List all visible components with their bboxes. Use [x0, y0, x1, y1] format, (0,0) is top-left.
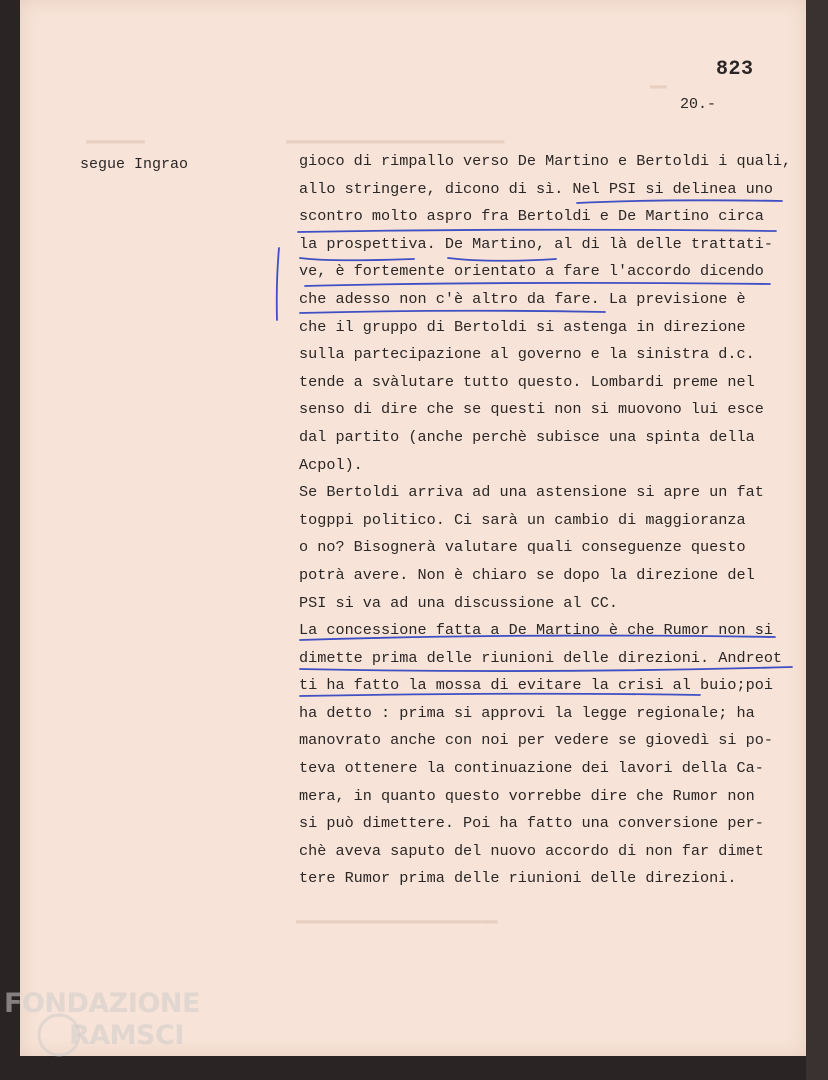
text-line: senso di dire che se questi non si muovono lui esce: [299, 400, 764, 419]
text-line: la prospettiva. De Martino, al di là delle trattati-: [299, 234, 773, 253]
svg-text:RAMSCI: RAMSCI: [69, 1020, 184, 1051]
text-line: che il gruppo di Bertoldi si astenga in direzione: [299, 317, 746, 336]
text-line: o no? Bisognerà valutare quali conseguenze questo: [299, 538, 746, 557]
text-line: dal partito (anche perchè subisce una spinta della: [299, 427, 755, 446]
text-line: tere Rumor prima delle riunioni delle direzioni.: [299, 869, 737, 888]
text-line: mera, in quanto questo vorrebbe dire che Rumor non: [299, 786, 755, 805]
text-line: PSI si va ad una discussione al CC.: [299, 593, 618, 612]
text-line: si può dimettere. Poi ha fatto una conversione per-: [299, 814, 764, 833]
text-line: manovrato anche con noi per vedere se giovedì si po-: [299, 731, 773, 750]
speaker-label: segue Ingrao: [80, 156, 189, 173]
text-line: chè aveva saputo del nuovo accordo di non far dimet: [299, 841, 764, 860]
text-line: scontro molto aspro fra Bertoldi e De Martino circa: [299, 207, 764, 226]
text-line: tende a svàlutare tutto questo. Lombardi preme nel: [299, 372, 755, 391]
transcript-body: [299, 148, 799, 893]
text-line: Acpol).: [299, 455, 363, 474]
text-line: potrà avere. Non è chiaro se dopo la direzione del: [299, 565, 755, 584]
text-line: ti ha fatto la mossa di evitare la crisi al buio;poi: [299, 676, 773, 695]
sheet-number: 20.-: [680, 96, 717, 113]
text-line: ve, è fortemente orientato a fare l'accordo dicendo: [299, 262, 764, 281]
text-line: La concessione fatta a De Martino è che Rumor non si: [299, 621, 773, 640]
scan-border: [806, 0, 828, 1080]
text-line: teva ottenere la continuazione dei lavori della Ca-: [299, 759, 764, 778]
text-line: che adesso non c'è altro da fare. La previsione è: [299, 289, 746, 308]
text-line: dimette prima delle riunioni delle direzioni. Andreot: [299, 648, 783, 667]
show-through-mark: ▬▬▬▬▬▬▬▬▬▬▬▬▬▬▬▬▬▬▬▬▬▬▬▬: [296, 913, 498, 929]
show-through-mark: ▬▬▬▬▬▬▬: [86, 133, 145, 149]
page-number: 823: [716, 58, 754, 81]
show-through-mark: ▬▬: [650, 78, 667, 94]
fondazione-gramsci-watermark: [2, 984, 222, 1064]
text-line: gioco di rimpallo verso De Martino e Bertoldi i quali,: [299, 152, 792, 170]
text-line: allo stringere, dicono di sì. Nel PSI si delinea uno: [299, 179, 773, 198]
text-line: sulla partecipazione al governo e la sinistra d.c.: [299, 345, 755, 364]
text-line: Se Bertoldi arriva ad una astensione si apre un fat: [299, 483, 764, 502]
text-line: togppi politico. Ci sarà un cambio di maggioranza: [299, 510, 746, 529]
text-line: ha detto : prima si approvi la legge regionale; ha: [299, 703, 755, 722]
show-through-mark: ▬▬▬▬▬▬▬▬▬▬▬▬▬▬▬▬▬▬▬▬▬▬▬▬▬▬: [286, 133, 505, 149]
svg-text:FONDAZIONE: FONDAZIONE: [4, 988, 200, 1019]
